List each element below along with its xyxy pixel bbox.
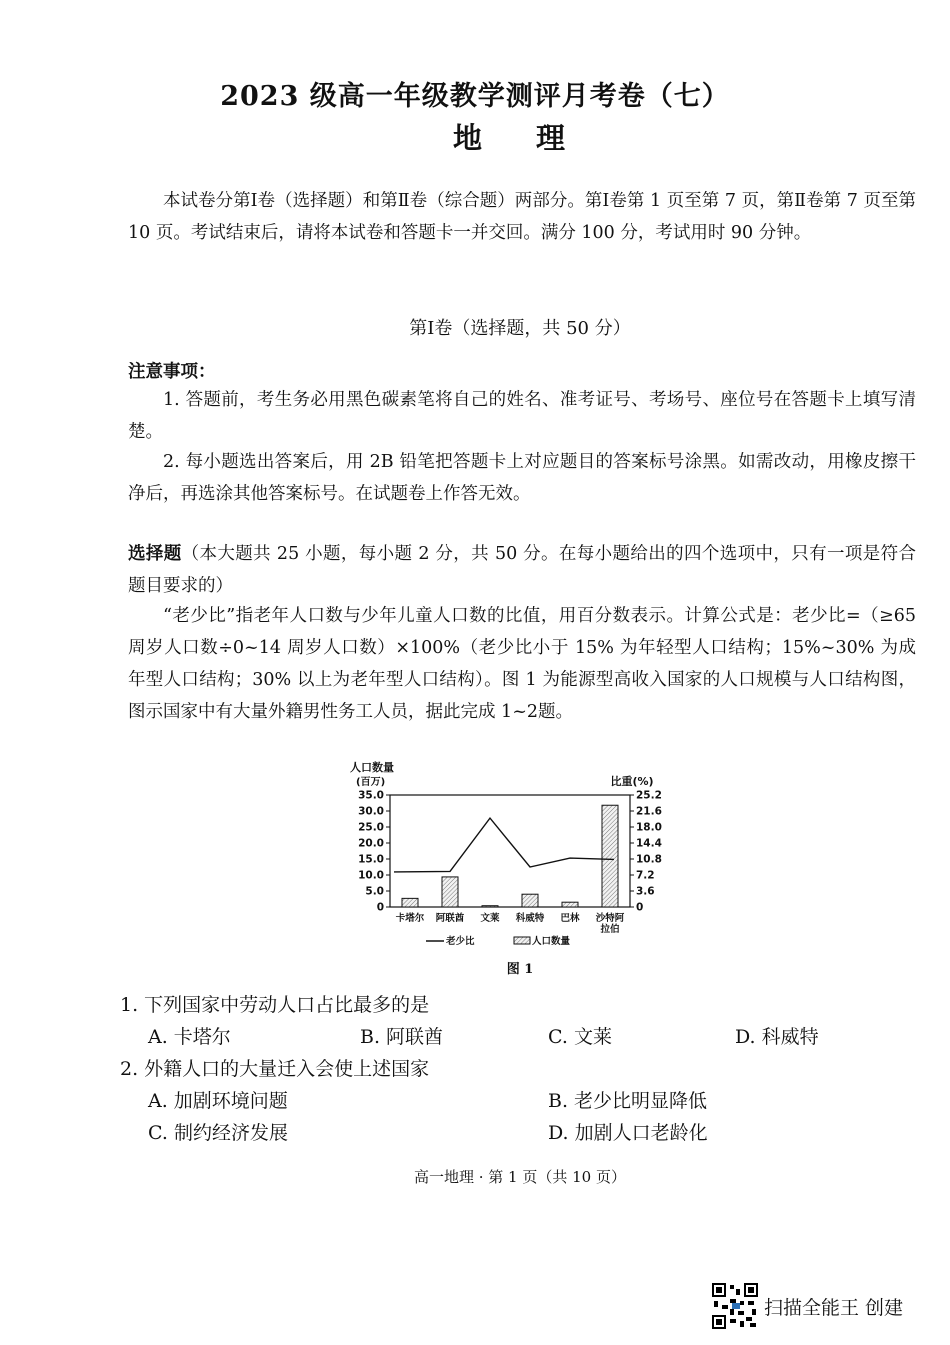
intro-paragraph: 本试卷分第Ⅰ卷（选择题）和第Ⅱ卷（综合题）两部分。第Ⅰ卷第 1 页至第 7 页，第Ⅱ卷第 7 页至第 10 页。考试结束后，请将本试卷和答题卡一并交回。满分 100 分，考试用时 90 分钟。 <box>128 191 916 243</box>
right-tick-label: 7.2 <box>636 869 655 882</box>
population-bar <box>442 877 458 907</box>
legend-bar-swatch <box>514 937 530 944</box>
notice-title: 注意事项： <box>128 362 216 382</box>
population-bar <box>562 902 578 907</box>
section-title: 第Ⅰ卷（选择题，共 50 分） <box>409 318 631 339</box>
qr-code-icon <box>712 1283 758 1329</box>
chart-svg <box>340 755 670 985</box>
subject-title: 地 理 <box>452 121 588 155</box>
legend-label-population: 人口数量 <box>532 936 571 947</box>
category-label: 文莱 <box>480 913 500 924</box>
left-axis-title: 人口数量 <box>350 761 394 774</box>
q2-option-d: D. 加剧人口老龄化 <box>548 1122 708 1144</box>
population-chart <box>340 755 670 985</box>
page-footer: 高一地理 · 第 1 页（共 10 页） <box>413 1168 626 1186</box>
left-tick-label: 5.0 <box>365 885 384 898</box>
right-tick-label: 18.0 <box>636 821 662 834</box>
population-bar <box>482 906 498 907</box>
notice-item-2: 2. 每小题选出答案后，用 2B 铅笔把答题卡上对应题目的答案标号涂黑。如需改动，用橡皮擦干净后，再选涂其他答案标号。在试题卷上作答无效。 <box>128 452 916 504</box>
category-label: 拉伯 <box>600 924 620 935</box>
left-tick-label: 15.0 <box>358 853 384 866</box>
population-bar <box>402 898 418 907</box>
left-tick-label: 30.0 <box>358 805 384 818</box>
left-tick-label: 20.0 <box>358 837 384 850</box>
population-bar <box>602 805 618 907</box>
left-tick-label: 0 <box>376 901 384 914</box>
mc-description: （本大题共 25 小题，每小题 2 分，共 50 分。在每小题给出的四个选项中，只有一项是符合题目要求的） <box>128 544 917 596</box>
q1-option-c: C. 文莱 <box>548 1026 612 1048</box>
exam-title: 2023 级高一年级教学测评月考卷（七） <box>220 81 730 112</box>
category-label: 卡塔尔 <box>395 913 425 924</box>
q1-option-d: D. 科威特 <box>735 1026 819 1048</box>
right-tick-label: 14.4 <box>636 837 662 850</box>
right-tick-label: 25.2 <box>636 789 662 802</box>
q1-option-b: B. 阿联酋 <box>360 1026 444 1048</box>
aging-ratio-line <box>394 818 614 872</box>
right-axis-title: 比重(%) <box>610 775 654 788</box>
left-axis-unit: (百万) <box>356 777 386 788</box>
q2-option-b: B. 老少比明显降低 <box>548 1090 708 1112</box>
mc-header <box>128 538 916 602</box>
category-label: 沙特阿 <box>595 913 625 924</box>
legend-label-aging: 老少比 <box>446 936 475 947</box>
category-label: 科威特 <box>515 913 545 924</box>
left-tick-label: 10.0 <box>358 869 384 882</box>
right-tick-label: 3.6 <box>636 885 655 898</box>
right-tick-label: 10.8 <box>636 853 662 866</box>
question-2-stem: 2. 外籍人口的大量迁入会使上述国家 <box>120 1058 430 1080</box>
figure-caption: 图 1 <box>506 962 534 977</box>
mc-label: 选择题 <box>128 544 182 564</box>
question-stem: “老少比”指老年人口数与少年儿童人口数的比值，用百分数表示。计算公式是：老少比=（≥65 周岁人口数÷0~14 周岁人口数）×100%（老少比小于 15% 为年轻型人口结构；15%~30% 为成年型人口结构；30% 以上为老年型人口结构）。图 1 为能源型高收入国家的人口规模与人口结构图，图示国家中有大量外籍男性务工人员，据此完成 1~2题。 <box>128 606 916 722</box>
left-tick-label: 25.0 <box>358 821 384 834</box>
question-1-stem: 1. 下列国家中劳动人口占比最多的是 <box>120 994 430 1016</box>
scanner-watermark <box>712 1283 903 1329</box>
category-label: 阿联酋 <box>435 913 465 924</box>
left-tick-label: 35.0 <box>358 789 384 802</box>
scanner-text: 扫描全能王 创建 <box>764 1296 904 1319</box>
chart-frame <box>390 795 630 907</box>
q2-option-a: A. 加剧环境问题 <box>148 1090 288 1112</box>
notice-item-1: 1. 答题前，考生务必用黑色碳素笔将自己的姓名、准考证号、考场号、座位号在答题卡上填写清楚。 <box>128 390 916 442</box>
population-bar <box>522 894 538 907</box>
category-label: 巴林 <box>560 913 580 924</box>
q2-option-c: C. 制约经济发展 <box>148 1122 288 1144</box>
right-tick-label: 0 <box>636 901 644 914</box>
q1-option-a: A. 卡塔尔 <box>148 1026 231 1048</box>
right-tick-label: 21.6 <box>636 805 662 818</box>
